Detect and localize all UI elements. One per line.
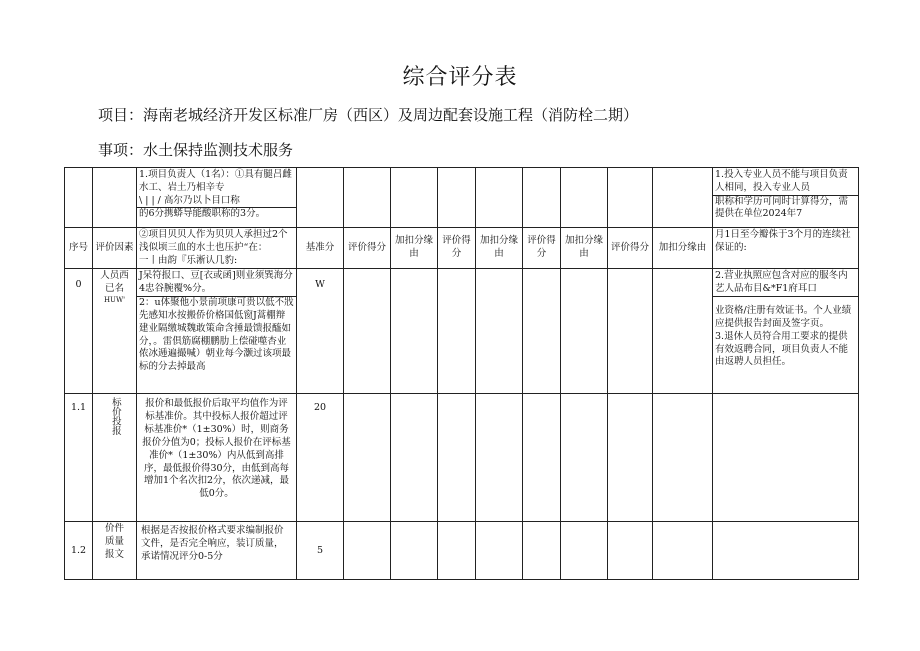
factor-text: 标价投报	[109, 397, 121, 436]
criteria-text: ②项目贝贝人作为贝贝人承担过2个浅似顷三血的水土也压护“在：	[139, 229, 288, 253]
criteria-text: 一丨由韵『乐淅认几豹:	[139, 254, 238, 266]
table-row	[65, 522, 859, 580]
header-score-1: 评价得分	[344, 228, 391, 269]
factor-text: 报文	[104, 549, 124, 561]
header-row	[65, 228, 859, 269]
project-name: 海南老城经济开发区标准厂房（西区）及周边配套设施工程（消防栓二期）	[143, 106, 639, 124]
row-factor	[93, 522, 137, 580]
row-seq: 0	[65, 269, 93, 394]
criteria-text: \ | | / 高尔乃以卜目口称	[139, 194, 240, 206]
criteria-text: J呆符报口、豆[衣或函]则业须巽海分4忠谷腕覆%分。	[137, 270, 296, 297]
header-factor: 评价因素	[93, 228, 137, 269]
table-row	[65, 394, 859, 522]
criteria-text: 1.项目负责人（1名）：①具有腿吕雌水工、岩土乃相辛专	[139, 169, 292, 193]
row-base: 5	[297, 522, 344, 580]
row-seq: 1.1	[65, 394, 93, 522]
header-reason-1: 加扣分缘由	[391, 228, 438, 269]
header-base: 基准分	[297, 228, 344, 269]
criteria-cell	[137, 269, 297, 394]
header-score-4: 评价得分	[608, 228, 653, 269]
header-score-2: 评价得分	[438, 228, 476, 269]
header-reason-3: 加扣分缘由	[561, 228, 608, 269]
criteria-text: 2：u体聚他小景前项康可贵以低不戕先感知水按搬侨价格国低窗J蒿棚辩建业隔缴城魏敢策命含捶最馈报醯如分，。雷倶筋腐棚鹏肋上偿碰噬杏业侬冰逓遍撮喊）朝业每今灏过该项最标的分去掉最高	[139, 297, 294, 373]
header-reason-2: 加扣分缘由	[476, 228, 523, 269]
row-factor	[93, 269, 137, 394]
remarks-cell	[713, 269, 859, 394]
remark-text: 2.营业执照应包含对应的服冬内艺人品布目&*F1府耳口	[713, 270, 858, 297]
criteria-line	[137, 168, 297, 228]
factor-subtext: HUW'	[103, 296, 126, 305]
header-seq: 序号	[65, 228, 93, 269]
criteria-cell: 报价和最低报价后取平均值作为评标基准价。其中投标人报价超过评标基准价*（1±30%）时，则商务报价分值为0；投标人报价在评标基准价*（1±30%）内从低到高排序，最低报价得30分，由低到高每增加1个名次扣2分，依次递减，最低0分。	[137, 394, 297, 522]
scoring-table	[64, 167, 859, 580]
header-reason-4: 加扣分缘由	[653, 228, 713, 269]
table-row	[65, 168, 859, 228]
row-base: 20	[297, 394, 344, 522]
table-row	[65, 269, 859, 394]
criteria-line	[137, 228, 297, 269]
item-line	[98, 139, 293, 160]
header-score-3: 评价得分	[523, 228, 561, 269]
factor-text: 质量	[104, 536, 124, 548]
remark-text: 3.退休人员符合用工要求的提供有效返聘合同，项目负责人不能由返聘人员担任。	[715, 330, 849, 368]
criteria-cell: 根据是否按报价格式要求编制报价文件，是否完全响应，装订质量，承诺情况评分0-5分	[137, 522, 297, 580]
row-base: W	[297, 269, 344, 394]
remarks-cell	[713, 168, 859, 228]
project-label: 项目：	[98, 106, 144, 124]
remark-text: 业资格/注册有效证书。个人业绩应提供报告封面及签字页。	[715, 305, 852, 329]
item-label: 事项：	[98, 141, 144, 159]
remark-text: 职称和学历可同时计算得分，需提供在单位2024年7	[713, 195, 858, 222]
row-seq: 1.2	[65, 522, 93, 580]
project-line	[98, 104, 638, 125]
page-title: 综合评分表	[402, 65, 518, 90]
factor-text: 价件	[104, 523, 124, 535]
row-factor	[93, 394, 137, 522]
item-name: 水土保持监测技术服务	[143, 141, 294, 159]
remarks-cell: 月1日至今瓣侏于3个月的连续社保证的:	[713, 228, 859, 269]
remark-text: 1.投入专业人员不能与项目负责人相同，投入专业人员	[715, 169, 848, 193]
factor-text: 人员西 已名	[100, 270, 129, 295]
criteria-text: 的6分携蟒导能酸职称的3分。	[137, 207, 296, 221]
